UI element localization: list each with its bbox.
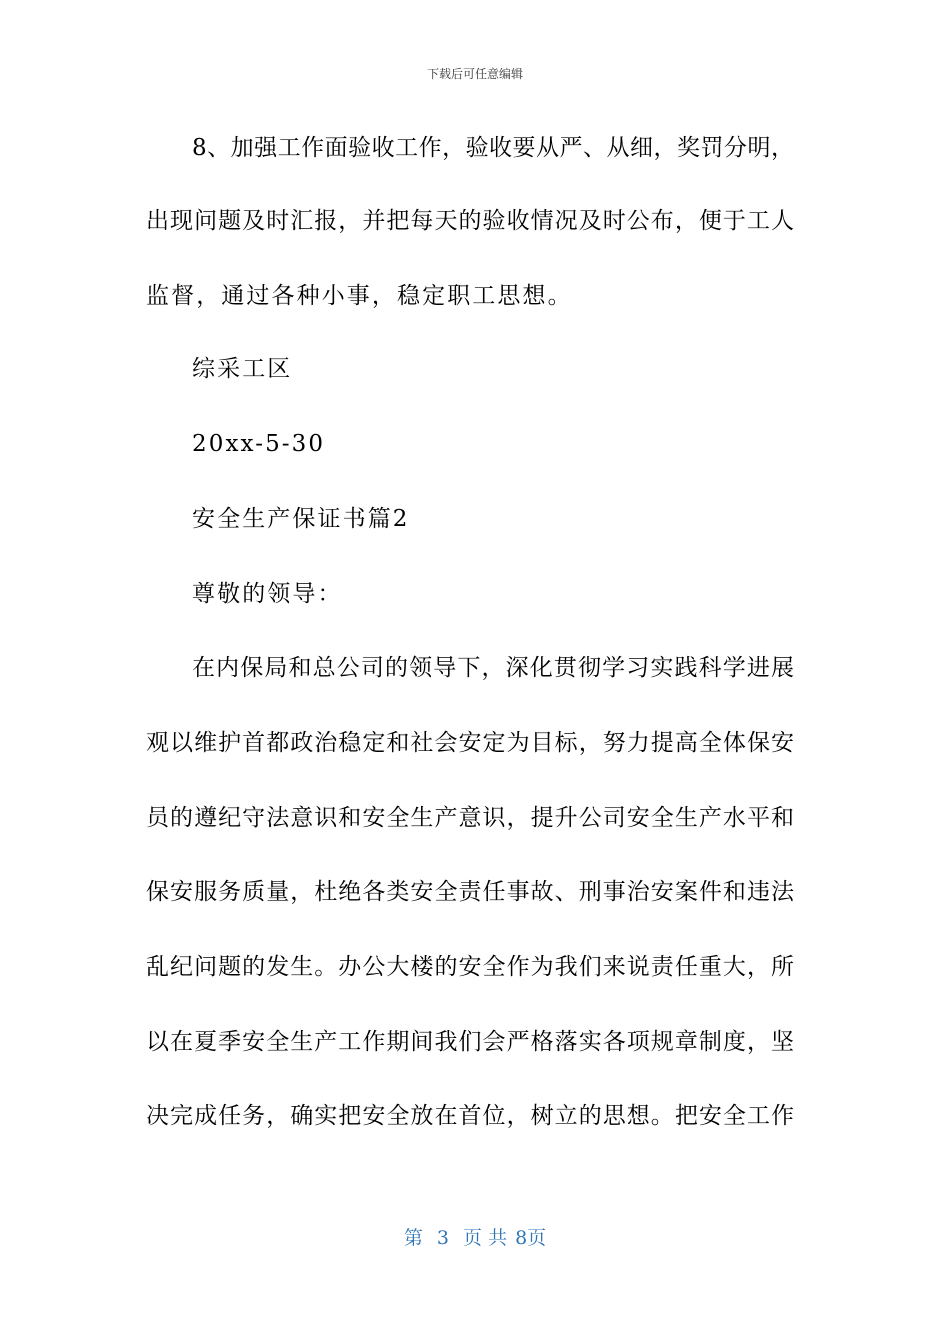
paragraph-line: 综采工区 (192, 356, 293, 382)
paragraph-line: 在内保局和总公司的领导下，深化贯彻学习实践科学进展 (192, 655, 794, 681)
paragraph-line: 观以维护首都政治稳定和社会安定为目标，努力提高全体保安 (146, 730, 794, 756)
total-pages: 8页 (515, 1227, 547, 1249)
paragraph-line: 监督，通过各种小事，稳定职工思想。 (146, 283, 573, 309)
section-title: 安全生产保证书篇2 (192, 506, 410, 532)
paragraph-line: 以在夏季安全生产工作期间我们会严格落实各项规章制度，坚 (146, 1029, 794, 1055)
paragraph-line: 员的遵纪守法意识和安全生产意识，提升公司安全生产水平和 (146, 805, 794, 831)
paragraph-line: 保安服务质量，杜绝各类安全责任事故、刑事治安案件和违法 (146, 879, 794, 905)
paragraph-line: 决完成任务，确实把安全放在首位，树立的思想。把安全工作 (146, 1103, 794, 1129)
paragraph-line: 8、加强工作面验收工作，验收要从严、从细，奖罚分明， (192, 135, 794, 161)
page-label-mid: 页 共 (463, 1227, 508, 1249)
page-footer (0, 1226, 950, 1250)
paragraph-line: 20xx-5-30 (192, 431, 326, 457)
page-number: 3 (436, 1227, 449, 1249)
paragraph-line: 出现问题及时汇报，并把每天的验收情况及时公布，便于工人 (146, 208, 794, 234)
paragraph-line: 乱纪问题的发生。办公大楼的安全作为我们来说责任重大，所 (146, 954, 794, 980)
salutation: 尊敬的领导： (192, 581, 343, 607)
page-label-prefix: 第 (403, 1227, 423, 1249)
page-header: 下载后可任意编辑 (426, 67, 523, 81)
